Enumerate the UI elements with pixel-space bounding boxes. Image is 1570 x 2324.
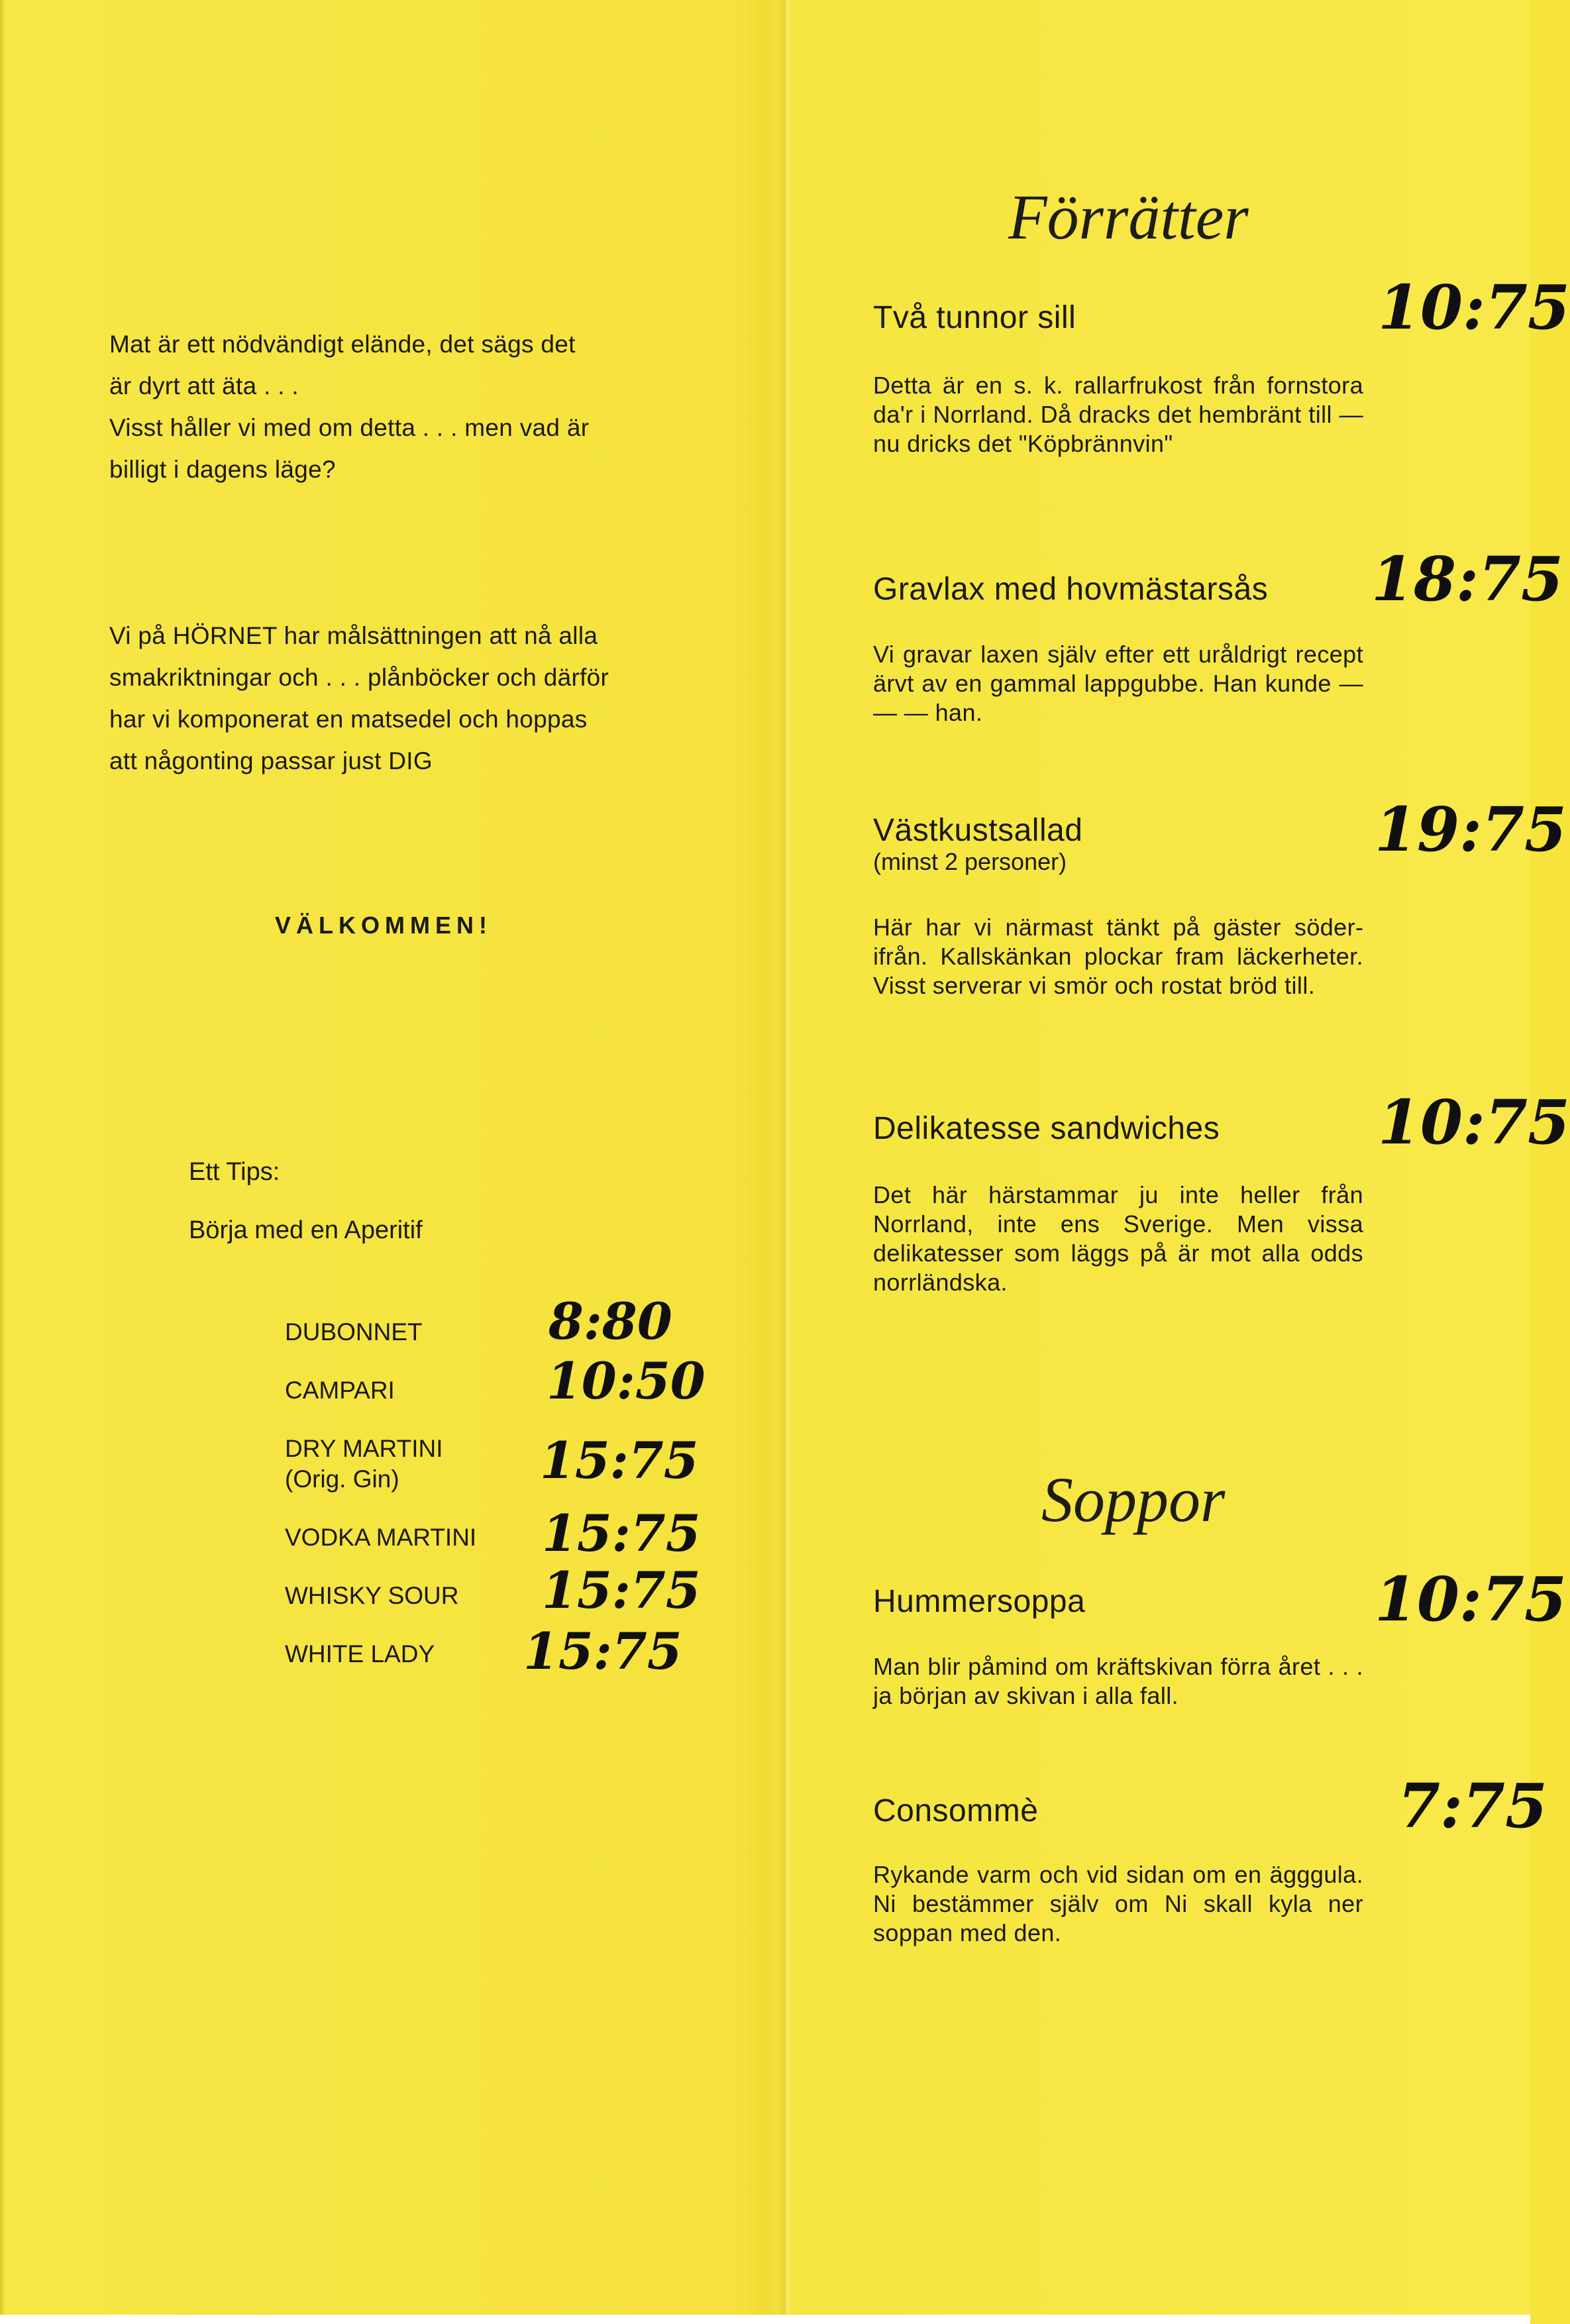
section-heading-soppor: Soppor bbox=[1041, 1464, 1226, 1535]
dish-price: 19:75 bbox=[1375, 794, 1567, 865]
tips-subtitle: Börja med en Aperitif bbox=[189, 1216, 423, 1244]
drink-price: 15:75 bbox=[523, 1622, 682, 1681]
dish-price: 18:75 bbox=[1371, 543, 1564, 615]
dish-price: 10:75 bbox=[1375, 1563, 1567, 1635]
drink-name: WHISKY SOUR bbox=[285, 1582, 459, 1609]
intro-line: smakriktningar och . . . plånböcker och därför bbox=[109, 664, 609, 691]
dish-subtitle: (minst 2 personer) bbox=[873, 848, 1067, 875]
dish-title: Västkustsallad bbox=[873, 813, 1083, 848]
welcome-text: VÄLKOMMEN! bbox=[275, 912, 492, 939]
intro-line: Vi på HÖRNET har målsättningen att nå alla bbox=[109, 622, 598, 649]
paper-left-edge bbox=[0, 0, 5, 2324]
tips-title: Ett Tips: bbox=[189, 1158, 280, 1186]
dish-description: Rykande varm och vid sidan om en ägggula. Ni bestämmer själv om Ni skall kyla ner soppan med den. bbox=[873, 1861, 1363, 1946]
intro-paragraph-1 bbox=[109, 323, 692, 490]
intro-line: är dyrt att äta . . . bbox=[109, 372, 299, 399]
drink-name: DUBONNET bbox=[285, 1318, 423, 1346]
dish-description: Här har vi närmast tänkt på gäster söderifrån. Kallskänkan plockar fram läckerheter. Visst serverar vi smör och rostat bröd till. bbox=[873, 914, 1363, 999]
drink-price: 15:75 bbox=[540, 1431, 699, 1490]
intro-paragraph-2 bbox=[109, 615, 692, 782]
dish-price: 10:75 bbox=[1378, 1086, 1570, 1158]
drink-name bbox=[285, 1434, 503, 1495]
drink-name: CAMPARI bbox=[285, 1377, 395, 1404]
dish-title: Delikatesse sandwiches bbox=[873, 1111, 1220, 1146]
drink-note: (Orig. Gin) bbox=[285, 1465, 399, 1493]
drink-price: 15:75 bbox=[542, 1561, 701, 1620]
dish-title: Hummersoppa bbox=[873, 1584, 1086, 1619]
dish-price: 10:75 bbox=[1378, 272, 1570, 343]
drink-name: VODKA MARTINI bbox=[285, 1524, 477, 1551]
drink-name: WHITE LADY bbox=[285, 1640, 435, 1667]
dish-description: Vi gravar laxen själv efter ett uråldrigt recept ärvt av en gammal lappgubbe. Han kunde — — — han. bbox=[873, 641, 1363, 726]
dish-title: Consommè bbox=[873, 1793, 1039, 1828]
dish-description: Det här härstammar ju inte heller från Norrland, inte ens Sverige. Men vissa delikatesser som läggs på är mot alla odds norrländska. bbox=[873, 1181, 1363, 1296]
dish-title: Gravlax med hovmästarsås bbox=[873, 572, 1269, 607]
intro-line: har vi komponerat en matsedel och hoppas bbox=[109, 706, 588, 733]
dish-description: Detta är en s. k. rallarfrukost från fornstora da'r i Norrland. Då dracks det hembränt till — nu dricks det "Köpbrännvin" bbox=[873, 372, 1363, 457]
drink-price: 8:80 bbox=[549, 1292, 672, 1351]
drink-name-text: DRY MARTINI bbox=[285, 1435, 443, 1462]
dish-price: 7:75 bbox=[1398, 1770, 1548, 1842]
intro-line: billigt i dagens läge? bbox=[109, 456, 336, 483]
intro-line: Visst håller vi med om detta . . . men vad är bbox=[109, 414, 590, 441]
paper-bottom-edge bbox=[0, 2315, 1530, 2324]
drink-price: 10:50 bbox=[547, 1351, 706, 1410]
dish-description: Man blir påmind om kräftskivan förra året . . . ja början av skivan i alla fall. bbox=[873, 1653, 1363, 1709]
intro-line: Mat är ett nödvändigt elände, det sägs det bbox=[109, 331, 576, 358]
section-heading-forratter: Förrätter bbox=[1008, 182, 1249, 252]
drink-price: 15:75 bbox=[542, 1504, 701, 1563]
center-fold bbox=[778, 0, 793, 2324]
intro-line: att någonting passar just DIG bbox=[109, 747, 433, 774]
dish-title: Två tunnor sill bbox=[873, 300, 1076, 335]
